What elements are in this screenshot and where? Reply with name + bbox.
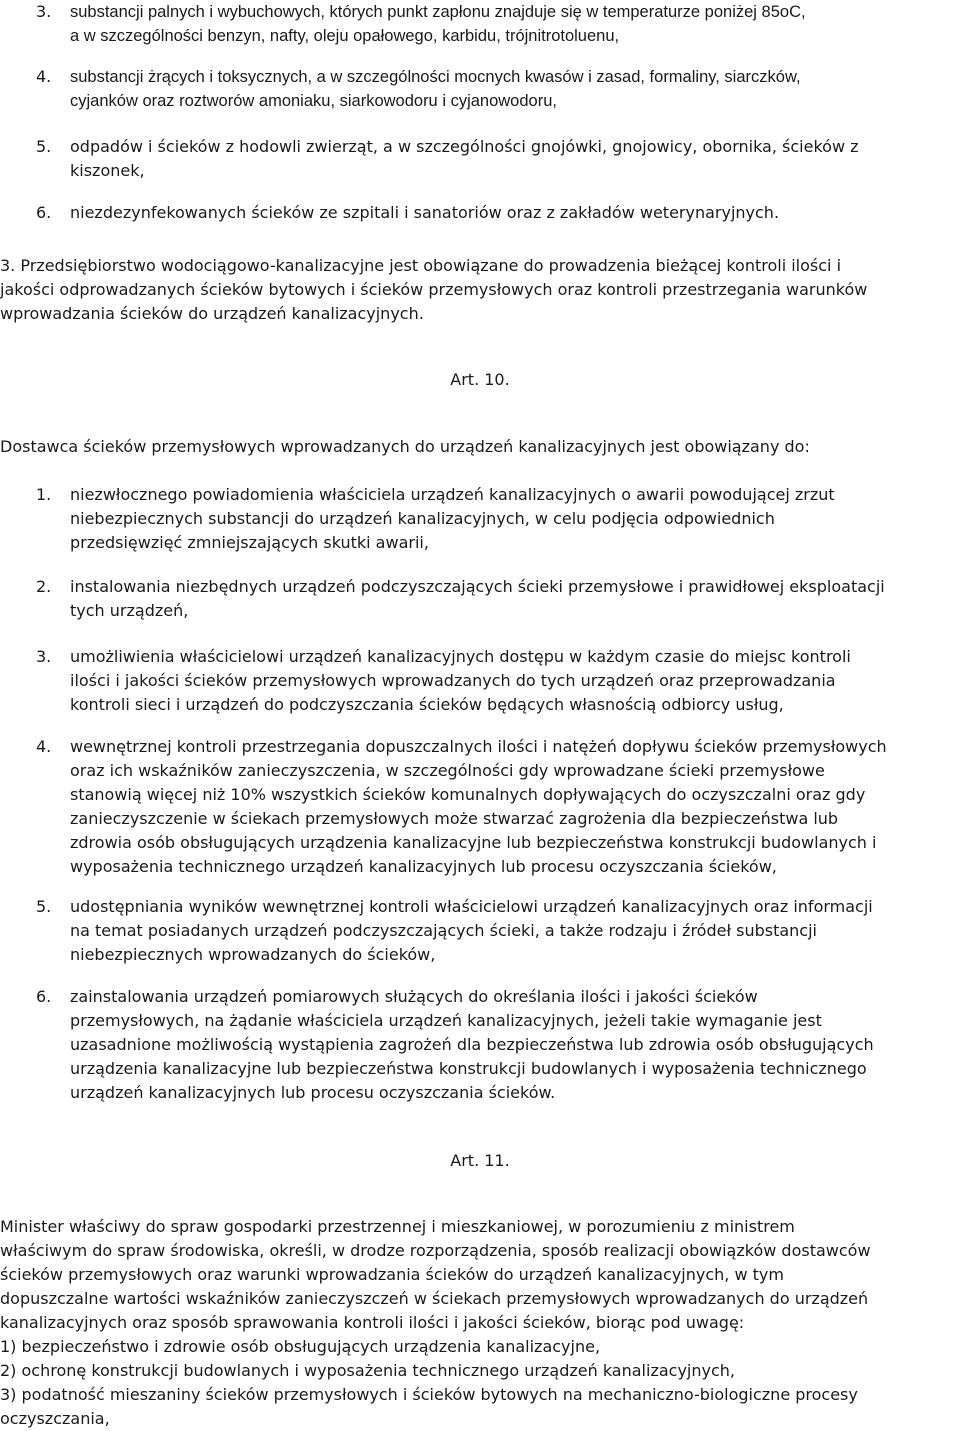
list-text-line: niebezpiecznych substancji do urządzeń kanalizacyjnych, w celu podjęcia odpowiednich — [70, 509, 775, 528]
list-text-line: umożliwienia właścicielowi urządzeń kanalizacyjnych dostępu w każdym czasie do miejsc kontroli — [70, 647, 851, 666]
paragraph-line: jakości odprowadzanych ścieków bytowych i ścieków przemysłowych oraz kontroli przestrzegania warunków — [0, 280, 868, 299]
paragraph-line: 3) podatność mieszaniny ścieków przemysłowych i ścieków bytowych na mechaniczno-biologiczne procesy — [0, 1385, 858, 1404]
list-item-s1-5 — [0, 135, 960, 183]
list-text-line: substancji palnych i wybuchowych, których punkt zapłonu znajduje się w temperaturze poniżej 85oC, — [70, 3, 806, 21]
paragraph-line: wprowadzania ścieków do urządzeń kanalizacyjnych. — [0, 304, 424, 323]
list-text-line: niezwłocznego powiadomienia właściciela urządzeń kanalizacyjnych o awarii powodującej zrzut — [70, 485, 835, 504]
list-item-s1-3 — [0, 0, 960, 48]
list-text-line: zdrowia osób obsługujących urządzenia kanalizacyjne lub bezpieczeństwa konstrukcji budowlanych i — [70, 833, 877, 852]
list-text-line: odpadów i ścieków z hodowli zwierząt, a w szczególności gnojówki, gnojowicy, obornika, ścieków z — [70, 137, 859, 156]
list-text-line: urządzenia kanalizacyjne lub bezpieczeństwa konstrukcji budowlanych i wyposażenia technicznego — [70, 1059, 867, 1078]
article-11-body — [0, 1215, 960, 1431]
paragraph-line: 3. Przedsiębiorstwo wodociągowo-kanalizacyjne jest obowiązane do prowadzenia bieżącej kontroli ilości i — [0, 256, 842, 275]
list-item-s1-4 — [0, 65, 960, 113]
paragraph-3 — [0, 254, 960, 326]
paragraph-line: Minister właściwy do spraw gospodarki przestrzennej i mieszkaniowej, w porozumieniu z ministrem — [0, 1217, 795, 1236]
list-number: 3. — [36, 647, 52, 666]
list-item-art10-1 — [0, 483, 960, 555]
list-text-line: wewnętrznej kontroli przestrzegania dopuszczalnych ilości i natężeń dopływu ścieków przemysłowych — [70, 737, 887, 756]
list-item-art10-4 — [0, 735, 960, 879]
list-text-line: niezdezynfekowanych ścieków ze szpitali i sanatoriów oraz z zakładów weterynaryjnych. — [70, 203, 780, 222]
list-text-line: ilości i jakości ścieków przemysłowych wprowadzanych do tych urządzeń oraz przeprowadzania — [70, 671, 836, 690]
list-item-art10-2 — [0, 575, 960, 623]
list-number: 6. — [36, 203, 52, 222]
list-text-line: kiszonek, — [70, 161, 145, 180]
list-number: 1. — [36, 485, 52, 504]
list-item-s1-6 — [0, 201, 960, 225]
list-text-line: kontroli sieci i urządzeń do podczyszczania ścieków będących własnością odbiorcy usług, — [70, 695, 784, 714]
list-number: 2. — [36, 577, 52, 596]
list-text-line: substancji żrących i toksycznych, a w szczególności mocnych kwasów i zasad, formaliny, siarczków, — [70, 68, 801, 86]
list-text-line: niebezpiecznych wprowadzanych do ścieków, — [70, 945, 436, 964]
list-item-art10-5 — [0, 895, 960, 967]
list-text-line: wyposażenia technicznego urządzeń kanalizacyjnych lub procesu oczyszczania ścieków, — [70, 857, 777, 876]
list-text-line: tych urządzeń, — [70, 601, 189, 620]
paragraph-line: właściwym do spraw środowiska, określi, w drodze rozporządzenia, sposób realizacji obowiązków dostawców — [0, 1241, 871, 1260]
paragraph-line: dopuszczalne wartości wskaźników zanieczyszczeń w ściekach przemysłowych wprowadzanych do urządzeń — [0, 1289, 869, 1308]
paragraph-line: kanalizacyjnych oraz sposób sprawowania kontroli ilości i jakości ścieków, biorąc pod uwagę: — [0, 1313, 745, 1332]
list-text-line: przedsięwzięć zmniejszających skutki awarii, — [70, 533, 429, 552]
list-number: 3. — [36, 2, 52, 21]
list-number: 4. — [36, 67, 52, 86]
list-text-line: na temat posiadanych urządzeń podczyszczających ścieki, a także rodzaju i źródeł substancji — [70, 921, 817, 940]
article-11-heading: Art. 11. — [450, 1151, 510, 1170]
paragraph-line: oczyszczania, — [0, 1409, 110, 1428]
article-10-intro: Dostawca ścieków przemysłowych wprowadzanych do urządzeń kanalizacyjnych jest obowiązany do: — [0, 437, 810, 456]
list-number: 5. — [36, 137, 52, 156]
list-text-line: stanowią więcej niż 10% wszystkich ścieków komunalnych dopływających do oczyszczalni oraz gdy — [70, 785, 866, 804]
paragraph-line: ścieków przemysłowych oraz warunki wprowadzania ścieków do urządzeń kanalizacyjnych, w tym — [0, 1265, 784, 1284]
list-text-line: uzasadnione możliwością wystąpienia zagrożeń dla bezpieczeństwa lub zdrowia osób obsługujących — [70, 1035, 874, 1054]
list-text-line: oraz ich wskaźników zanieczyszczenia, w szczególności gdy wprowadzane ścieki przemysłowe — [70, 761, 825, 780]
list-text-line: instalowania niezbędnych urządzeń podczyszczających ścieki przemysłowe i prawidłowej eksploatacji — [70, 577, 885, 596]
list-text-line: urządzeń kanalizacyjnych lub procesu oczyszczania ścieków. — [70, 1083, 556, 1102]
list-text-line: zanieczyszczenie w ściekach przemysłowych może stwarzać zagrożenia dla bezpieczeństwa lub — [70, 809, 839, 828]
list-number: 6. — [36, 987, 52, 1006]
article-10-heading: Art. 10. — [450, 370, 510, 389]
list-text-line: udostępniania wyników wewnętrznej kontroli właścicielowi urządzeń kanalizacyjnych oraz informacji — [70, 897, 873, 916]
list-text-line: a w szczególności benzyn, nafty, oleju opałowego, karbidu, trójnitrotoluenu, — [70, 27, 620, 45]
list-number: 4. — [36, 737, 52, 756]
list-number: 5. — [36, 897, 52, 916]
paragraph-line: 2) ochronę konstrukcji budowlanych i wyposażenia technicznego urządzeń kanalizacyjnych, — [0, 1361, 735, 1380]
list-item-art10-3 — [0, 645, 960, 717]
list-item-art10-6 — [0, 985, 960, 1105]
list-text-line: zainstalowania urządzeń pomiarowych służących do określania ilości i jakości ścieków — [70, 987, 758, 1006]
list-text-line: przemysłowych, na żądanie właściciela urządzeń kanalizacyjnych, jeżeli takie wymaganie jest — [70, 1011, 822, 1030]
paragraph-line: 1) bezpieczeństwo i zdrowie osób obsługujących urządzenia kanalizacyjne, — [0, 1337, 601, 1356]
list-text-line: cyjanków oraz roztworów amoniaku, siarkowodoru i cyjanowodoru, — [70, 92, 557, 110]
